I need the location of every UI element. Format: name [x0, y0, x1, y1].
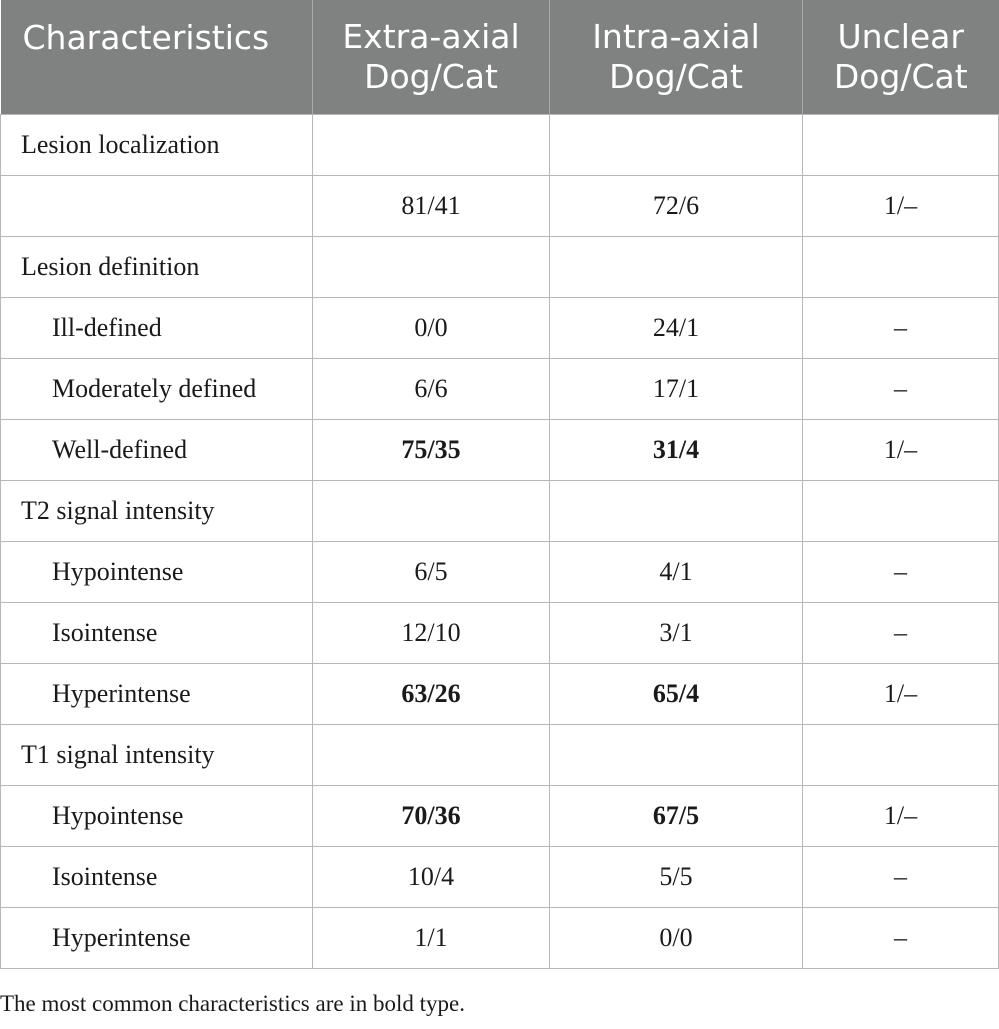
- table-header: [1, 0, 999, 115]
- cell-intra-axial: [550, 481, 803, 542]
- table-row: [1, 542, 999, 603]
- cell-extra-axial: [313, 481, 550, 542]
- row-label: T2 signal intensity: [1, 481, 313, 542]
- cell-unclear: –: [803, 908, 999, 969]
- cell-intra-axial: 65/4: [550, 664, 803, 725]
- cell-extra-axial: 75/35: [313, 420, 550, 481]
- row-label: Hyperintense: [1, 664, 313, 725]
- cell-intra-axial: 4/1: [550, 542, 803, 603]
- row-label: T1 signal intensity: [1, 725, 313, 786]
- table-row: [1, 115, 999, 176]
- table-row: [1, 847, 999, 908]
- cell-intra-axial: 24/1: [550, 298, 803, 359]
- cell-intra-axial: 31/4: [550, 420, 803, 481]
- table-row: [1, 359, 999, 420]
- cell-extra-axial: 6/5: [313, 542, 550, 603]
- cell-extra-axial: 10/4: [313, 847, 550, 908]
- cell-intra-axial: [550, 115, 803, 176]
- cell-extra-axial: 6/6: [313, 359, 550, 420]
- cell-unclear: [803, 725, 999, 786]
- cell-unclear: –: [803, 542, 999, 603]
- header-intra-axial: [550, 0, 803, 115]
- cell-intra-axial: 3/1: [550, 603, 803, 664]
- table-row: [1, 664, 999, 725]
- table-row: [1, 298, 999, 359]
- header-intra-axial-line1: Intra-axial: [592, 17, 760, 56]
- cell-unclear: 1/–: [803, 176, 999, 237]
- row-label: Ill-defined: [1, 298, 313, 359]
- cell-extra-axial: 0/0: [313, 298, 550, 359]
- row-label: Hypointense: [1, 786, 313, 847]
- cell-extra-axial: 63/26: [313, 664, 550, 725]
- cell-unclear: 1/–: [803, 420, 999, 481]
- cell-extra-axial: 12/10: [313, 603, 550, 664]
- cell-unclear: –: [803, 359, 999, 420]
- header-extra-axial: [313, 0, 550, 115]
- header-unclear: [803, 0, 999, 115]
- cell-intra-axial: [550, 725, 803, 786]
- cell-intra-axial: 67/5: [550, 786, 803, 847]
- cell-extra-axial: 70/36: [313, 786, 550, 847]
- cell-extra-axial: 81/41: [313, 176, 550, 237]
- cell-intra-axial: 72/6: [550, 176, 803, 237]
- table-row: [1, 725, 999, 786]
- row-label: Lesion localization: [1, 115, 313, 176]
- header-row: [1, 0, 999, 115]
- table-row: [1, 420, 999, 481]
- header-unclear-line1: Unclear: [837, 17, 964, 56]
- row-label: Isointense: [1, 603, 313, 664]
- row-label: Hyperintense: [1, 908, 313, 969]
- header-characteristics: Characteristics: [1, 0, 313, 115]
- row-label: [1, 176, 313, 237]
- cell-intra-axial: 5/5: [550, 847, 803, 908]
- cell-unclear: 1/–: [803, 664, 999, 725]
- cell-intra-axial: [550, 237, 803, 298]
- cell-extra-axial: [313, 725, 550, 786]
- cell-unclear: [803, 237, 999, 298]
- header-unclear-line2: Dog/Cat: [833, 57, 968, 96]
- cell-intra-axial: 0/0: [550, 908, 803, 969]
- table-footnote: The most common characteristics are in bold type.: [0, 991, 465, 1016]
- row-label: Lesion definition: [1, 237, 313, 298]
- cell-unclear: [803, 481, 999, 542]
- table-row: [1, 481, 999, 542]
- table-row: [1, 603, 999, 664]
- header-extra-axial-line1: Extra-axial: [342, 17, 520, 56]
- cell-extra-axial: [313, 115, 550, 176]
- row-label: Well-defined: [1, 420, 313, 481]
- cell-intra-axial: 17/1: [550, 359, 803, 420]
- table-body: [1, 115, 999, 969]
- row-label: Isointense: [1, 847, 313, 908]
- cell-unclear: –: [803, 603, 999, 664]
- table-row: [1, 908, 999, 969]
- cell-unclear: [803, 115, 999, 176]
- cell-extra-axial: 1/1: [313, 908, 550, 969]
- table-row: [1, 786, 999, 847]
- cell-extra-axial: [313, 237, 550, 298]
- row-label: Hypointense: [1, 542, 313, 603]
- cell-unclear: –: [803, 298, 999, 359]
- cell-unclear: –: [803, 847, 999, 908]
- row-label: Moderately defined: [1, 359, 313, 420]
- table-row: [1, 237, 999, 298]
- table-row: [1, 176, 999, 237]
- header-intra-axial-line2: Dog/Cat: [609, 57, 743, 96]
- header-extra-axial-line2: Dog/Cat: [364, 57, 498, 96]
- cell-unclear: 1/–: [803, 786, 999, 847]
